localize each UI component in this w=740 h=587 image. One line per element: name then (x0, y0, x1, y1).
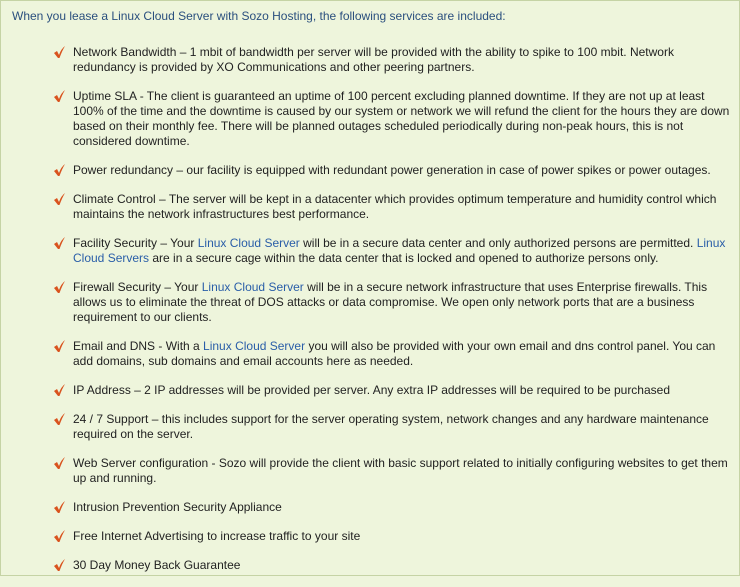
feature-text-segment: IP Address – 2 IP addresses will be provided per server. Any extra IP addresses will be required to be purchased (73, 383, 671, 397)
linux-cloud-server-link[interactable]: Linux Cloud Server (203, 339, 306, 353)
intro-text: When you lease a Linux Cloud Server with Sozo Hosting, the following services are included: (12, 9, 506, 23)
checkmark-icon (53, 192, 66, 206)
feature-text-segment: Facility Security – Your (73, 236, 198, 250)
linux-cloud-server-link[interactable]: Linux Cloud Server (201, 280, 304, 294)
feature-text-segment: are in a secure cage within the data center that is locked and opened to authorize persons only. (149, 251, 659, 265)
feature-text (73, 45, 674, 74)
feature-text-segment: Web Server configuration - Sozo will provide the client with basic support related to initially configuring websites to get them up and running. (73, 456, 728, 485)
checkmark-icon (53, 500, 66, 514)
feature-item (53, 383, 737, 398)
feature-text (73, 339, 715, 368)
feature-item (53, 45, 737, 75)
feature-item (53, 280, 737, 325)
feature-text-segment: you will also be provided with your own email and dns control panel. You can add domains, sub domains and email accounts here as needed. (73, 339, 716, 368)
feature-text-segment: Power redundancy – our facility is equipped with redundant power generation in case of power spikes or power outages. (73, 163, 711, 177)
checkmark-icon (53, 383, 66, 397)
feature-text-segment: Network Bandwidth – 1 mbit of bandwidth per server will be provided with the ability to spike to 100 mbit. Network redundancy is provided by XO Communications and other peering partners. (73, 45, 674, 74)
checkmark-icon (53, 45, 66, 59)
feature-text (73, 236, 725, 265)
linux-cloud-server-link[interactable]: Linux Cloud Servers (73, 236, 726, 265)
feature-item (53, 558, 737, 573)
checkmark-icon (53, 558, 66, 572)
feature-text-segment: Email and DNS - With a (73, 339, 204, 353)
feature-item (53, 456, 737, 486)
feature-text (73, 280, 707, 324)
feature-text (73, 89, 729, 148)
feature-item (53, 236, 737, 266)
checkmark-icon (53, 529, 66, 543)
checkmark-icon (53, 412, 66, 426)
feature-text-segment: Firewall Security – Your (73, 280, 202, 294)
feature-item (53, 529, 737, 544)
checkmark-icon (53, 456, 66, 470)
feature-text (73, 456, 728, 485)
feature-text-segment: 24 / 7 Support – this includes support for the server operating system, network changes and any hardware maintenance required on the server. (73, 412, 709, 441)
feature-text-segment: Climate Control – The server will be kept in a datacenter which provides optimum temperature and humidity control which maintains the network infrastructures best performance. (73, 192, 717, 221)
feature-text (73, 192, 716, 221)
feature-text-segment: will be in a secure data center and only authorized persons are permitted. (299, 236, 697, 250)
feature-text-segment: 30 Day Money Back Guarantee (73, 558, 241, 572)
feature-text (73, 558, 240, 572)
feature-list (53, 45, 737, 587)
feature-text-segment: Intrusion Prevention Security Appliance (73, 500, 282, 514)
feature-item (53, 339, 737, 369)
feature-item (53, 192, 737, 222)
checkmark-icon (53, 163, 66, 177)
feature-text (73, 500, 282, 514)
feature-text-segment: Uptime SLA - The client is guaranteed an uptime of 100 percent excluding planned downtime. If they are not up at least 100% of the time and the downtime is caused by our system or network we will refund the client for the hours they are down based on their monthly fee. There will be planned outages scheduled periodically during non-peak hours, this is not considered downtime. (73, 89, 730, 148)
checkmark-icon (53, 280, 66, 294)
feature-text (73, 383, 670, 397)
checkmark-icon (53, 236, 66, 250)
feature-item (53, 500, 737, 515)
checkmark-icon (53, 89, 66, 103)
feature-item (53, 163, 737, 178)
feature-text-segment: Free Internet Advertising to increase traffic to your site (73, 529, 361, 543)
feature-text (73, 163, 711, 177)
feature-item (53, 89, 737, 149)
feature-text (73, 412, 709, 441)
checkmark-icon (53, 339, 66, 353)
linux-cloud-server-link[interactable]: Linux Cloud Server (197, 236, 300, 250)
feature-text-segment: will be in a secure network infrastructure that uses Enterprise firewalls. This allows us to eliminate the threat of DOS attacks or data compromise. We open only network ports that are a business requirement to our clients. (73, 280, 708, 324)
feature-item (53, 412, 737, 442)
feature-text (73, 529, 360, 543)
